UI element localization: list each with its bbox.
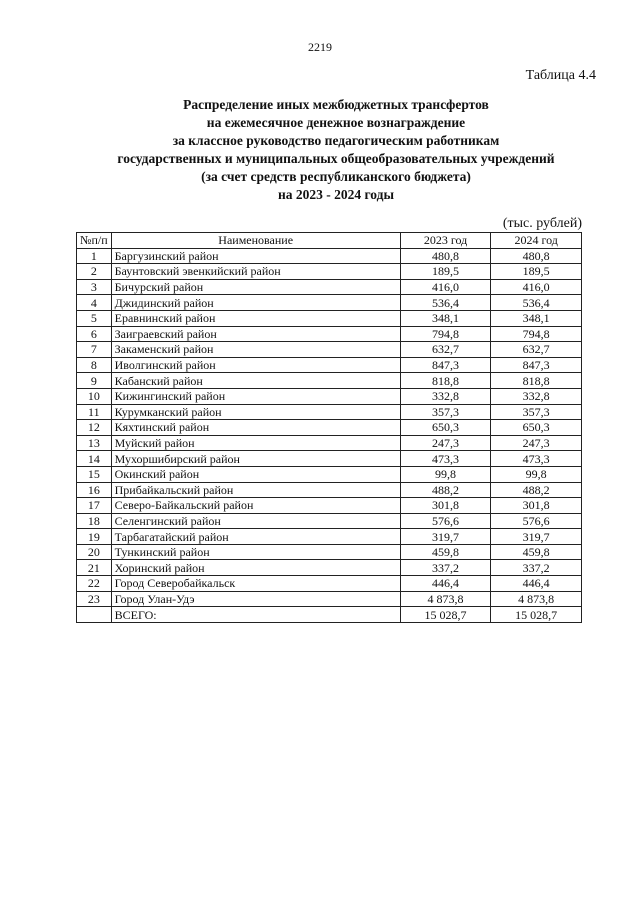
row-number: 22 — [77, 576, 112, 592]
table-row — [77, 264, 582, 280]
row-value-2024: 357,3 — [491, 404, 582, 420]
table-row — [77, 435, 582, 451]
row-value-2024: 459,8 — [491, 544, 582, 560]
table-row — [77, 248, 582, 264]
document-title — [60, 96, 612, 204]
row-value-2023: 4 873,8 — [400, 591, 491, 607]
row-value-2023: 357,3 — [400, 404, 491, 420]
table-row — [77, 357, 582, 373]
row-number: 17 — [77, 498, 112, 514]
row-name: Муйский район — [111, 435, 400, 451]
row-value-2024: 576,6 — [491, 513, 582, 529]
row-value-2023: 473,3 — [400, 451, 491, 467]
row-number: 15 — [77, 466, 112, 482]
row-value-2023: 189,5 — [400, 264, 491, 280]
header-2024: 2024 год — [491, 233, 582, 249]
row-value-2024: 818,8 — [491, 373, 582, 389]
row-name: Кяхтинский район — [111, 420, 400, 436]
row-number: 9 — [77, 373, 112, 389]
table-body — [77, 248, 582, 622]
row-number: 1 — [77, 248, 112, 264]
total-number — [77, 607, 112, 623]
row-name: Прибайкальский район — [111, 482, 400, 498]
table-row — [77, 451, 582, 467]
header-number: №п/п — [77, 233, 112, 249]
units-label: (тыс. рублей) — [502, 216, 582, 231]
table-row — [77, 279, 582, 295]
table-row — [77, 482, 582, 498]
row-value-2023: 247,3 — [400, 435, 491, 451]
table-row — [77, 310, 582, 326]
page-number: 2219 — [308, 40, 332, 54]
table-row — [77, 544, 582, 560]
row-name: Город Северобайкальск — [111, 576, 400, 592]
row-number: 10 — [77, 388, 112, 404]
row-number: 4 — [77, 295, 112, 311]
row-value-2023: 536,4 — [400, 295, 491, 311]
row-value-2023: 99,8 — [400, 466, 491, 482]
header-name: Наименование — [111, 233, 400, 249]
row-value-2024: 650,3 — [491, 420, 582, 436]
row-number: 2 — [77, 264, 112, 280]
row-value-2023: 632,7 — [400, 342, 491, 358]
table-row — [77, 560, 582, 576]
row-name: Мухоршибирский район — [111, 451, 400, 467]
row-value-2023: 794,8 — [400, 326, 491, 342]
row-value-2023: 576,6 — [400, 513, 491, 529]
title-line: (за счет средств республиканского бюджета) — [201, 169, 471, 184]
row-name: Заиграевский район — [111, 326, 400, 342]
table-row — [77, 373, 582, 389]
table-label: Таблица 4.4 — [525, 68, 596, 83]
table-row — [77, 591, 582, 607]
row-number: 13 — [77, 435, 112, 451]
table-row — [77, 388, 582, 404]
row-name: Тарбагатайский район — [111, 529, 400, 545]
row-name: Тункинский район — [111, 544, 400, 560]
table-row — [77, 498, 582, 514]
transfers-table — [76, 232, 582, 623]
row-number: 3 — [77, 279, 112, 295]
row-name: Джидинский район — [111, 295, 400, 311]
row-value-2023: 847,3 — [400, 357, 491, 373]
row-value-2024: 847,3 — [491, 357, 582, 373]
row-name: Закаменский район — [111, 342, 400, 358]
row-value-2024: 247,3 — [491, 435, 582, 451]
row-value-2023: 416,0 — [400, 279, 491, 295]
row-name: Кабанский район — [111, 373, 400, 389]
header-2023: 2023 год — [400, 233, 491, 249]
row-name: Окинский район — [111, 466, 400, 482]
row-value-2024: 332,8 — [491, 388, 582, 404]
row-value-2023: 459,8 — [400, 544, 491, 560]
row-number: 21 — [77, 560, 112, 576]
row-name: Город Улан-Удэ — [111, 591, 400, 607]
title-line: Распределение иных межбюджетных трансфертов — [183, 97, 489, 112]
row-value-2023: 332,8 — [400, 388, 491, 404]
row-number: 23 — [77, 591, 112, 607]
table-row — [77, 576, 582, 592]
row-value-2023: 818,8 — [400, 373, 491, 389]
row-value-2024: 337,2 — [491, 560, 582, 576]
row-number: 12 — [77, 420, 112, 436]
table-row — [77, 404, 582, 420]
table-row — [77, 326, 582, 342]
row-value-2023: 337,2 — [400, 560, 491, 576]
row-number: 5 — [77, 310, 112, 326]
table-row — [77, 466, 582, 482]
row-number: 7 — [77, 342, 112, 358]
row-name: Еравнинский район — [111, 310, 400, 326]
title-line: на 2023 - 2024 годы — [277, 187, 395, 202]
row-number: 6 — [77, 326, 112, 342]
table-row — [77, 420, 582, 436]
row-number: 14 — [77, 451, 112, 467]
total-2023: 15 028,7 — [400, 607, 491, 623]
total-label: ВСЕГО: — [111, 607, 400, 623]
row-number: 16 — [77, 482, 112, 498]
row-value-2024: 488,2 — [491, 482, 582, 498]
table-header-row — [77, 233, 582, 249]
row-value-2024: 99,8 — [491, 466, 582, 482]
total-2024: 15 028,7 — [491, 607, 582, 623]
row-value-2024: 536,4 — [491, 295, 582, 311]
row-name: Хоринский район — [111, 560, 400, 576]
row-number: 19 — [77, 529, 112, 545]
title-line: государственных и муниципальных общеобразовательных учреждений — [117, 151, 555, 166]
row-name: Северо-Байкальский район — [111, 498, 400, 514]
row-number: 8 — [77, 357, 112, 373]
row-value-2023: 650,3 — [400, 420, 491, 436]
row-number: 18 — [77, 513, 112, 529]
row-value-2024: 319,7 — [491, 529, 582, 545]
row-value-2024: 189,5 — [491, 264, 582, 280]
row-value-2023: 301,8 — [400, 498, 491, 514]
total-row — [77, 607, 582, 623]
row-value-2024: 632,7 — [491, 342, 582, 358]
row-name: Баунтовский эвенкийский район — [111, 264, 400, 280]
row-name: Кижингинский район — [111, 388, 400, 404]
row-value-2023: 480,8 — [400, 248, 491, 264]
table-row — [77, 513, 582, 529]
table-row — [77, 529, 582, 545]
row-value-2024: 416,0 — [491, 279, 582, 295]
row-name: Баргузинский район — [111, 248, 400, 264]
row-value-2024: 348,1 — [491, 310, 582, 326]
row-name: Иволгинский район — [111, 357, 400, 373]
row-value-2024: 794,8 — [491, 326, 582, 342]
row-value-2024: 446,4 — [491, 576, 582, 592]
row-value-2024: 4 873,8 — [491, 591, 582, 607]
row-value-2024: 301,8 — [491, 498, 582, 514]
row-name: Курумканский район — [111, 404, 400, 420]
title-line: за классное руководство педагогическим работникам — [172, 133, 500, 148]
table-row — [77, 295, 582, 311]
title-line: на ежемесячное денежное вознаграждение — [206, 115, 466, 130]
row-value-2023: 319,7 — [400, 529, 491, 545]
row-number: 20 — [77, 544, 112, 560]
row-name: Бичурский район — [111, 279, 400, 295]
row-value-2023: 488,2 — [400, 482, 491, 498]
row-value-2024: 480,8 — [491, 248, 582, 264]
row-number: 11 — [77, 404, 112, 420]
row-value-2023: 348,1 — [400, 310, 491, 326]
row-value-2024: 473,3 — [491, 451, 582, 467]
table-row — [77, 342, 582, 358]
row-value-2023: 446,4 — [400, 576, 491, 592]
row-name: Селенгинский район — [111, 513, 400, 529]
